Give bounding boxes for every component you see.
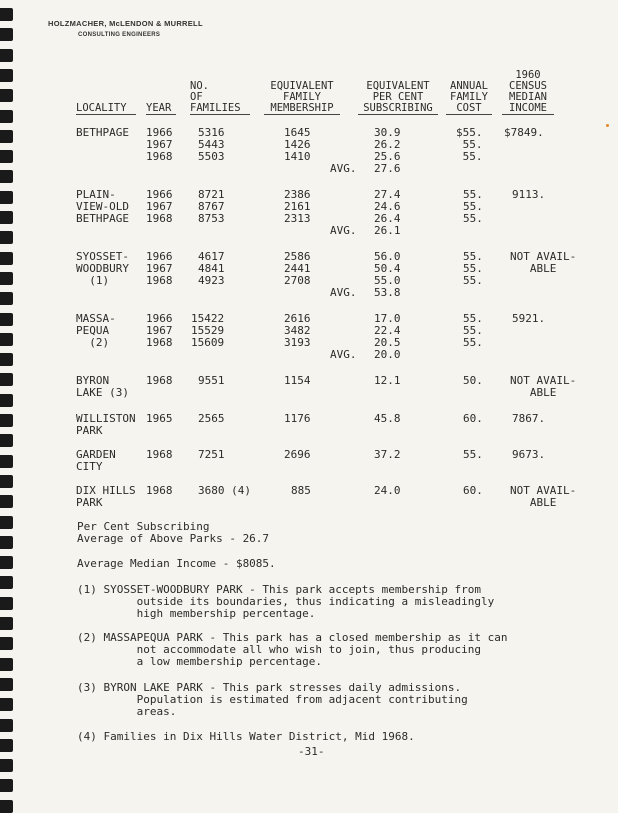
header-membership: EQUIVALENT FAMILY MEMBERSHIP [270, 80, 334, 114]
header-cost: ANNUAL FAMILY COST [450, 80, 488, 114]
avg-label: AVG. [330, 286, 357, 299]
footnote-1: (1) SYOSSET-WOODBURY PARK - This park accepts membership from outside its boundaries, thus indicating a misleadingly high membership percentage. [77, 583, 495, 620]
binding-ring [0, 333, 13, 346]
income: NOT AVAIL- ABLE [510, 250, 577, 275]
locality: SYOSSET- WOODBURY (1) [76, 250, 129, 287]
families: 15422 15529 15609 [191, 312, 225, 349]
binding-ring [0, 597, 13, 610]
income: 9673. [512, 448, 546, 461]
percent: 30.9 26.2 25.6 27.6 [374, 126, 401, 175]
families: 3680 (4) [198, 484, 251, 497]
header-rule-membership [264, 114, 340, 115]
binding-ring [0, 49, 13, 62]
binding-ring [0, 28, 13, 41]
binding-ring [0, 110, 13, 123]
membership: 2616 3482 3193 [284, 312, 311, 349]
binding-ring [0, 191, 13, 204]
binding-ring [0, 617, 13, 630]
percent: 37.2 [374, 448, 401, 461]
page-number: -31- [298, 745, 325, 758]
binding-ring [0, 292, 13, 305]
firm-subtitle: CONSULTING ENGINEERS [78, 32, 161, 38]
membership: 2586 2441 2708 [284, 250, 311, 287]
header-rule-locality [76, 114, 136, 115]
binding-ring [0, 475, 13, 488]
binding-ring [0, 231, 13, 244]
percent: 45.8 [374, 412, 401, 425]
locality: WILLISTON PARK [76, 412, 136, 437]
locality: DIX HILLS PARK [76, 484, 136, 509]
binding-ring [0, 353, 13, 366]
membership: 1645 1426 1410 [284, 126, 311, 163]
binding-ring [0, 719, 13, 732]
year: 1965 [146, 412, 173, 425]
locality: BYRON LAKE (3) [76, 374, 129, 399]
year: 1968 [146, 374, 173, 387]
percent: 24.0 [374, 484, 401, 497]
binding-ring [0, 495, 13, 508]
avg-label: AVG. [330, 162, 357, 175]
binding-ring [0, 130, 13, 143]
year: 1968 [146, 448, 173, 461]
locality: GARDEN CITY [76, 448, 116, 473]
header-percent: EQUIVALENT PER CENT SUBSCRIBING [363, 80, 433, 114]
orange-mark [606, 124, 609, 127]
binding-ring [0, 759, 13, 772]
binding-ring [0, 414, 13, 427]
membership: 885 [291, 484, 311, 497]
income: 9113. [512, 188, 546, 201]
binding-ring [0, 516, 13, 529]
summary-income: Average Median Income - $8085. [77, 557, 276, 570]
header-rule-year [146, 114, 176, 115]
binding-ring [0, 313, 13, 326]
year: 1966 1967 1968 [146, 126, 173, 163]
binding-ring [0, 698, 13, 711]
percent: 17.0 22.4 20.5 20.0 [374, 312, 401, 361]
locality: MASSA- PEQUA (2) [76, 312, 116, 349]
cost: 60. [463, 484, 483, 497]
year: 1966 1967 1968 [146, 188, 173, 225]
binding-ring [0, 779, 13, 792]
letterhead [48, 19, 203, 38]
income: $7849. [504, 126, 544, 139]
binding-ring [0, 272, 13, 285]
binding-ring [0, 211, 13, 224]
cost: 55. [463, 448, 483, 461]
cost: 50. [463, 374, 483, 387]
locality: PLAIN- VIEW-OLD BETHPAGE [76, 188, 129, 225]
footnote-2: (2) MASSAPEQUA PARK - This park has a closed membership as it can not accommodate all who wish to join, thus producing a low membership percentage. [77, 631, 508, 668]
locality: BETHPAGE [76, 126, 129, 139]
avg-label: AVG. [330, 224, 357, 237]
binding-ring [0, 89, 13, 102]
binding-ring [0, 434, 13, 447]
cost: 55. 55. 55. [463, 250, 483, 287]
binding-ring [0, 373, 13, 386]
percent: 12.1 [374, 374, 401, 387]
header-year: YEAR [146, 102, 172, 114]
families: 9551 [198, 374, 225, 387]
firm-name: HOLZMACHER, McLENDON & MURRELL [48, 19, 203, 28]
cost: 55. 55. 55. [463, 188, 483, 225]
cost: $55. 55. 55. [456, 126, 483, 163]
footnote-3: (3) BYRON LAKE PARK - This park stresses daily admissions. Population is estimated from adjacent contributing areas. [77, 681, 468, 718]
binding-ring [0, 69, 13, 82]
membership: 2386 2161 2313 [284, 188, 311, 225]
year: 1966 1967 1968 [146, 250, 173, 287]
income: NOT AVAIL- ABLE [510, 484, 577, 509]
binding-ring [0, 536, 13, 549]
header-locality: LOCALITY [76, 102, 127, 114]
binding-ring [0, 556, 13, 569]
membership: 1154 [284, 374, 311, 387]
binding-ring [0, 800, 13, 813]
year: 1968 [146, 484, 173, 497]
header-families: NO. OF FAMILIES [190, 80, 241, 114]
cost: 55. 55. 55. [463, 312, 483, 349]
binding-ring [0, 8, 13, 21]
binding-ring [0, 637, 13, 650]
header-rule-income [502, 114, 554, 115]
families: 8721 8767 8753 [198, 188, 225, 225]
income: 5921. [512, 312, 546, 325]
binding-ring [0, 252, 13, 265]
income: NOT AVAIL- ABLE [510, 374, 577, 399]
footnote-4: (4) Families in Dix Hills Water District, Mid 1968. [77, 730, 415, 743]
families: 2565 [198, 412, 225, 425]
binding-ring [0, 576, 13, 589]
header-rule-percent [358, 114, 438, 115]
cost: 60. [463, 412, 483, 425]
binding-ring [0, 170, 13, 183]
binding-ring [0, 658, 13, 671]
membership: 1176 [284, 412, 311, 425]
header-rule-families [190, 114, 250, 115]
header-rule-cost [446, 114, 492, 115]
avg-label: AVG. [330, 348, 357, 361]
year: 1966 1967 1968 [146, 312, 173, 349]
binding-ring [0, 150, 13, 163]
spiral-binding [0, 0, 14, 800]
families: 4617 4841 4923 [198, 250, 225, 287]
percent: 56.0 50.4 55.0 53.8 [374, 250, 401, 299]
binding-ring [0, 678, 13, 691]
families: 5316 5443 5503 [198, 126, 225, 163]
families: 7251 [198, 448, 225, 461]
binding-ring [0, 455, 13, 468]
percent: 27.4 24.6 26.4 26.1 [374, 188, 401, 237]
binding-ring [0, 394, 13, 407]
income: 7867. [512, 412, 546, 425]
binding-ring [0, 739, 13, 752]
summary-subscribing: Per Cent Subscribing Average of Above Parks - 26.7 [77, 520, 270, 545]
header-income: 1960 CENSUS MEDIAN INCOME [509, 69, 547, 114]
membership: 2696 [284, 448, 311, 461]
